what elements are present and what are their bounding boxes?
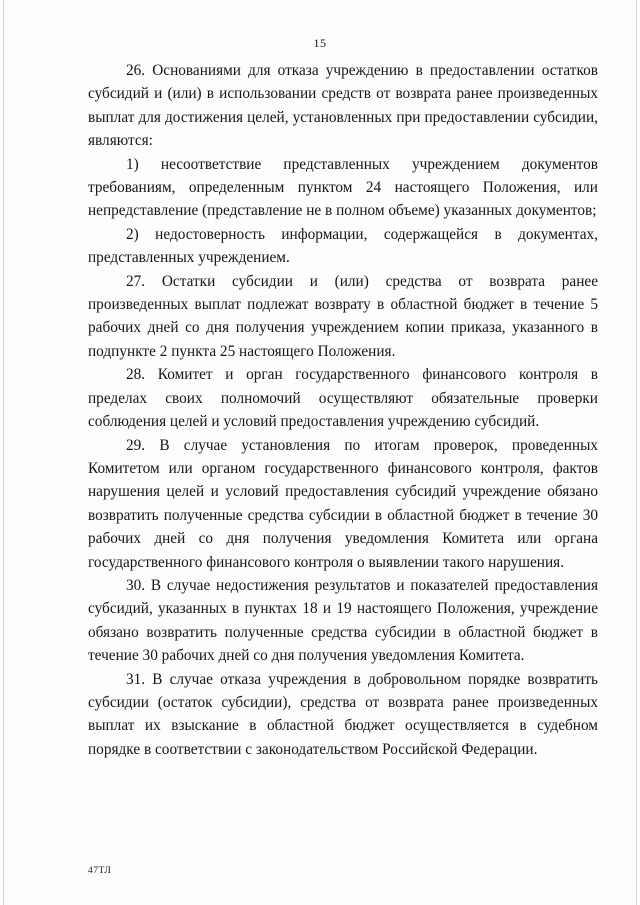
paragraph-28: 28. Комитет и орган государственного финансового контроля в пределах своих полномочий осуществляют обязательные проверки соблюдения целей и условий предоставления учреждению субсидий. bbox=[88, 366, 598, 431]
scan-edge-left bbox=[3, 0, 4, 905]
document-code: 47ТЛ bbox=[88, 866, 112, 876]
paragraph-31: 31. В случае отказа учреждения в добровольном порядке возвратить субсидии (остаток субсидии), средства от возврата ранее произведенных выплат их взыскание в областной бюджет осуществляется в судебном порядке в соответствии с законодательством Российской Федерации. bbox=[88, 670, 598, 758]
document-body bbox=[88, 59, 598, 761]
paragraph-26-item-2: 2) недостоверность информации, содержащейся в документах, представленных учреждением. bbox=[88, 225, 598, 267]
paragraph-29: 29. В случае установления по итогам проверок, проведенных Комитетом или органом государственного финансового контроля, фактов нарушения целей и условий предоставления субсидий учреждение обязано возвратить полученные средства субсидии в областной бюджет в течение 30 рабочих дней со дня получения уведомления Комитета или органа государственного финансового контроля о выявлении такого нарушения. bbox=[88, 436, 598, 571]
scan-edge-right bbox=[636, 0, 637, 905]
paragraph-26: 26. Основаниями для отказа учреждению в предоставлении остатков субсидий и (или) в использовании средств от возврата ранее произведенных выплат для достижения целей, установленных при предоставлении субсидии, являются: bbox=[88, 62, 598, 150]
paragraph-27: 27. Остатки субсидии и (или) средства от возврата ранее произведенных выплат подлежат возврату в областной бюджет в течение 5 рабочих дней со дня получения учреждением копии приказа, указанного в подпункте 2 пункта 25 настоящего Положения. bbox=[88, 272, 598, 360]
page-number: 15 bbox=[313, 36, 327, 50]
paragraph-30: 30. В случае недостижения результатов и показателей предоставления субсидий, указанных в пунктах 18 и 19 настоящего Положения, учреждение обязано возвратить полученные средства субсидии в областной бюджет в течение 30 рабочих дней со дня получения уведомления Комитета. bbox=[88, 576, 598, 665]
paragraph-26-item-1: 1) несоответствие представленных учреждением документов требованиям, определенным пунктом 24 настоящего Положения, или непредставление (представление не в полном объеме) указанных документов; bbox=[88, 155, 598, 220]
